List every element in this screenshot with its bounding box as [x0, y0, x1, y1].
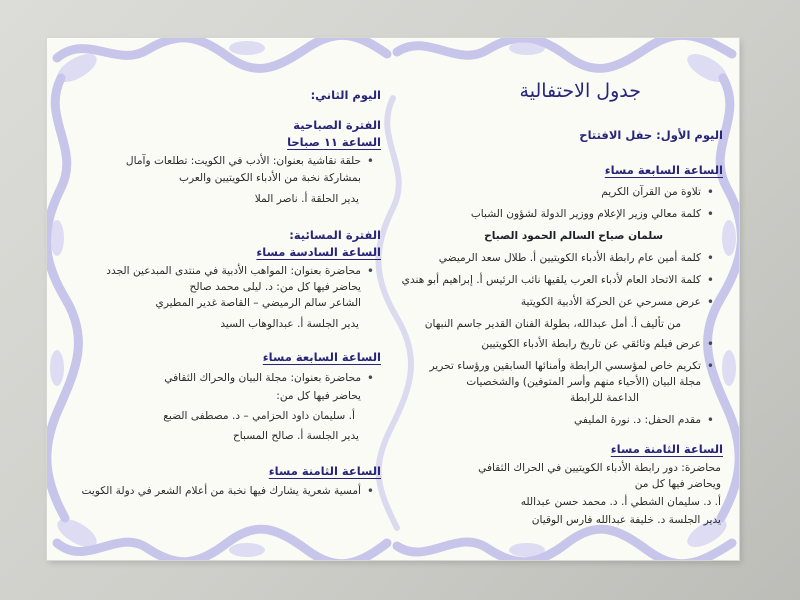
list-item-continued: مجلة البيان (الأحياء منهم وأسر المتوفين) والشخصيات — [466, 376, 701, 388]
list-item: • محاضرة بعنوان: مجلة البيان والحراك الثقافي — [164, 372, 361, 384]
page-title: جدول الاحتفالية — [519, 80, 641, 102]
lecture-moderator: يدير الجلسة د. خليفة عبدالله فارس الوقيان — [531, 514, 721, 526]
day-one-heading: اليوم الأول: حفل الافتتاح — [579, 128, 723, 142]
morning-time: الساعة ١١ صباحا — [287, 135, 381, 149]
day-one-time-seven: الساعة السابعة مساء — [604, 163, 723, 177]
program-sheet — [47, 38, 739, 560]
morning-period-heading: الفترة الصباحية — [293, 118, 381, 132]
list-item-continued: يحاضر فيها كل من: — [276, 390, 361, 402]
evening-time-seven: الساعة السابعة مساء — [262, 350, 381, 364]
list-item: • كلمة معالي وزير الإعلام ووزير الدولة لشؤون الشباب — [471, 208, 701, 220]
list-item: • عرض فيلم وثائقي عن تاريخ رابطة الأدباء الكويتيين — [481, 338, 701, 350]
evening-time-six: الساعة السادسة مساء — [256, 245, 381, 259]
list-item-continued: يحاضر فيها كل من: د. ليلى محمد صالح — [189, 281, 361, 293]
list-item-continued: أ. سليمان داود الحزامي – د. مصطفى الضبع — [163, 410, 355, 422]
list-item-detail: من تأليف أ. أمل عبدالله، بطولة الفنان القدير جاسم النبهان — [424, 318, 681, 330]
session-moderator: يدير الجلسة أ. عبدالوهاب السيد — [220, 318, 359, 330]
list-item-continued: الشاعر سالم الرميضي – القاصة غدير المطيري — [155, 297, 361, 309]
evening-time-eight: الساعة الثامنة مساء — [268, 464, 381, 478]
lecture-speakers: أ. د. سليمان الشطي أ. د. محمد حسن عبدالله — [520, 496, 721, 508]
evening-period-heading: الفترة المسائية: — [289, 228, 381, 242]
day-one-time-eight: الساعة الثامنة مساء — [610, 442, 723, 456]
list-item: • كلمة أمين عام رابطة الأدباء الكويتيين أ. طلال سعد الرميضي — [439, 252, 701, 264]
list-item-continued: بمشاركة نخبة من الأدباء الكويتيين والعرب — [178, 172, 361, 184]
lecture-title: محاضرة: دور رابطة الأدباء الكويتيين في الحراك الثقافي — [478, 462, 721, 474]
session-moderator: يدير الجلسة أ. صالح المسباح — [232, 430, 359, 442]
day-two-heading: اليوم الثاني: — [310, 88, 381, 102]
list-item: • مقدم الحفل: د. نورة المليفي — [574, 414, 701, 426]
list-item: • تكريم خاص لمؤسسي الرابطة وأمنائها السابقين ورؤساء تحرير — [429, 360, 701, 372]
minister-name: سلمان صباح السالم الحمود الصباح — [484, 230, 663, 242]
list-item: • تلاوة من القرآن الكريم — [601, 186, 701, 198]
session-moderator: يدير الحلقة أ. ناصر الملا — [254, 193, 359, 205]
list-item: • أمسية شعرية يشارك فيها نخبة من أعلام الشعر في دولة الكويت — [81, 485, 361, 497]
list-item: • عرض مسرحي عن الحركة الأدبية الكويتية — [521, 296, 701, 308]
list-item: • حلقة نقاشية بعنوان: الأدب في الكويت: تطلعات وآمال — [126, 155, 361, 167]
list-item: • محاضرة بعنوان: المواهب الأدبية في منتدى المبدعين الجدد — [106, 265, 361, 277]
lecture-speakers-label: ويحاضر فيها كل من — [634, 478, 721, 490]
list-item-continued: الداعمة للرابطة — [569, 392, 639, 404]
list-item: • كلمة الاتحاد العام لأدباء العرب يلقيها نائب الرئيس أ. إبراهيم أبو هندي — [402, 274, 701, 286]
